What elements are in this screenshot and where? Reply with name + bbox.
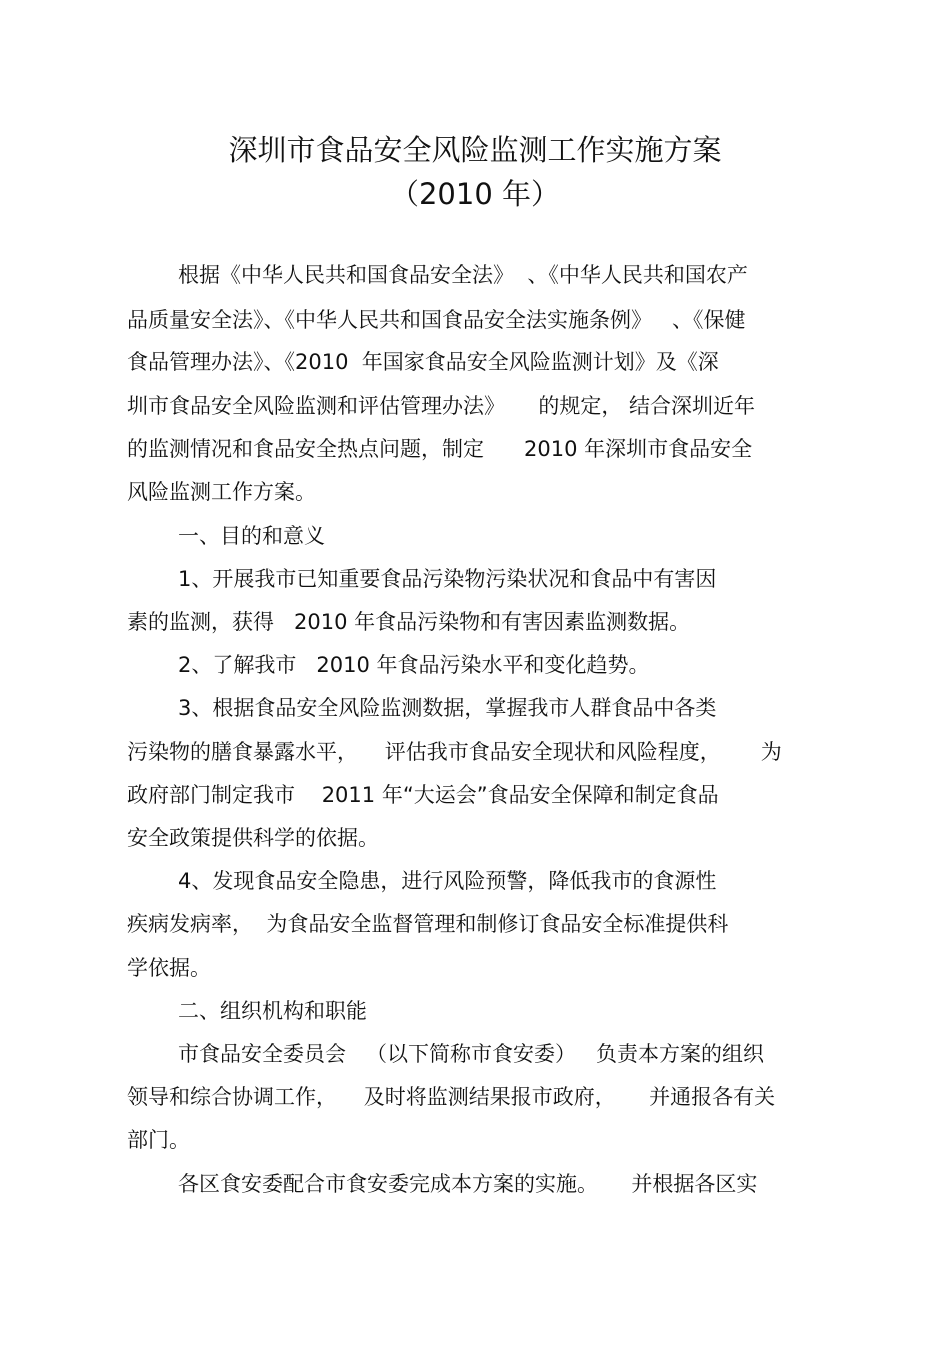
paragraph-line: 3、根据食品安全风险监测数据，掌握我市人群食品中各类: [178, 696, 717, 720]
paragraph-line: 污染物的膳食暴露水平， 评估我市食品安全现状和风险程度， 为: [127, 740, 782, 764]
paragraph-line: 2、了解我市 2010 年食品污染水平和变化趋势。: [178, 653, 650, 677]
paragraph-line: 品质量安全法》、《中华人民共和国食品安全法实施条例》 、《保健: [127, 308, 746, 332]
paragraph-line: 素的监测，获得 2010 年食品污染物和有害因素监测数据。: [127, 610, 691, 634]
paragraph-line: 部门。: [127, 1128, 190, 1152]
paragraph-line: 安全政策提供科学的依据。: [127, 826, 379, 850]
paragraph-line: 4、发现食品安全隐患，进行风险预警，降低我市的食源性: [178, 869, 717, 893]
paragraph-line: 领导和综合协调工作， 及时将监测结果报市政府， 并通报各有关: [127, 1085, 776, 1109]
paragraph-line: 根据《中华人民共和国食品安全法》 、《中华人民共和国农产: [178, 263, 748, 287]
paragraph-line: 疾病发病率， 为食品安全监督管理和制修订食品安全标准提供科: [127, 912, 729, 936]
paragraph-line: 政府部门制定我市 2011 年“大运会”食品安全保障和制定食品: [127, 783, 719, 807]
document-subtitle: （2010 年）: [389, 177, 561, 211]
paragraph-line: 学依据。: [127, 956, 211, 980]
paragraph-line: 市食品安全委员会 （以下简称市食安委） 负责本方案的组织: [178, 1042, 765, 1066]
section-heading: 二、组织机构和职能: [178, 999, 367, 1023]
section-heading: 一、目的和意义: [178, 524, 325, 548]
paragraph-line: 的监测情况和食品安全热点问题，制定 2010 年深圳市食品安全: [127, 437, 753, 461]
document-title: 深圳市食品安全风险监测工作实施方案: [228, 133, 722, 167]
paragraph-line: 1、开展我市已知重要食品污染物污染状况和食品中有害因: [178, 567, 717, 591]
paragraph-line: 食品管理办法》、《2010 年国家食品安全风险监测计划》及《深: [127, 350, 719, 374]
paragraph-line: 圳市食品安全风险监测和评估管理办法》 的规定， 结合深圳近年: [127, 394, 756, 418]
paragraph-line: 风险监测工作方案。: [127, 480, 316, 504]
paragraph-line: 各区食安委配合市食安委完成本方案的实施。 并根据各区实: [178, 1172, 758, 1196]
